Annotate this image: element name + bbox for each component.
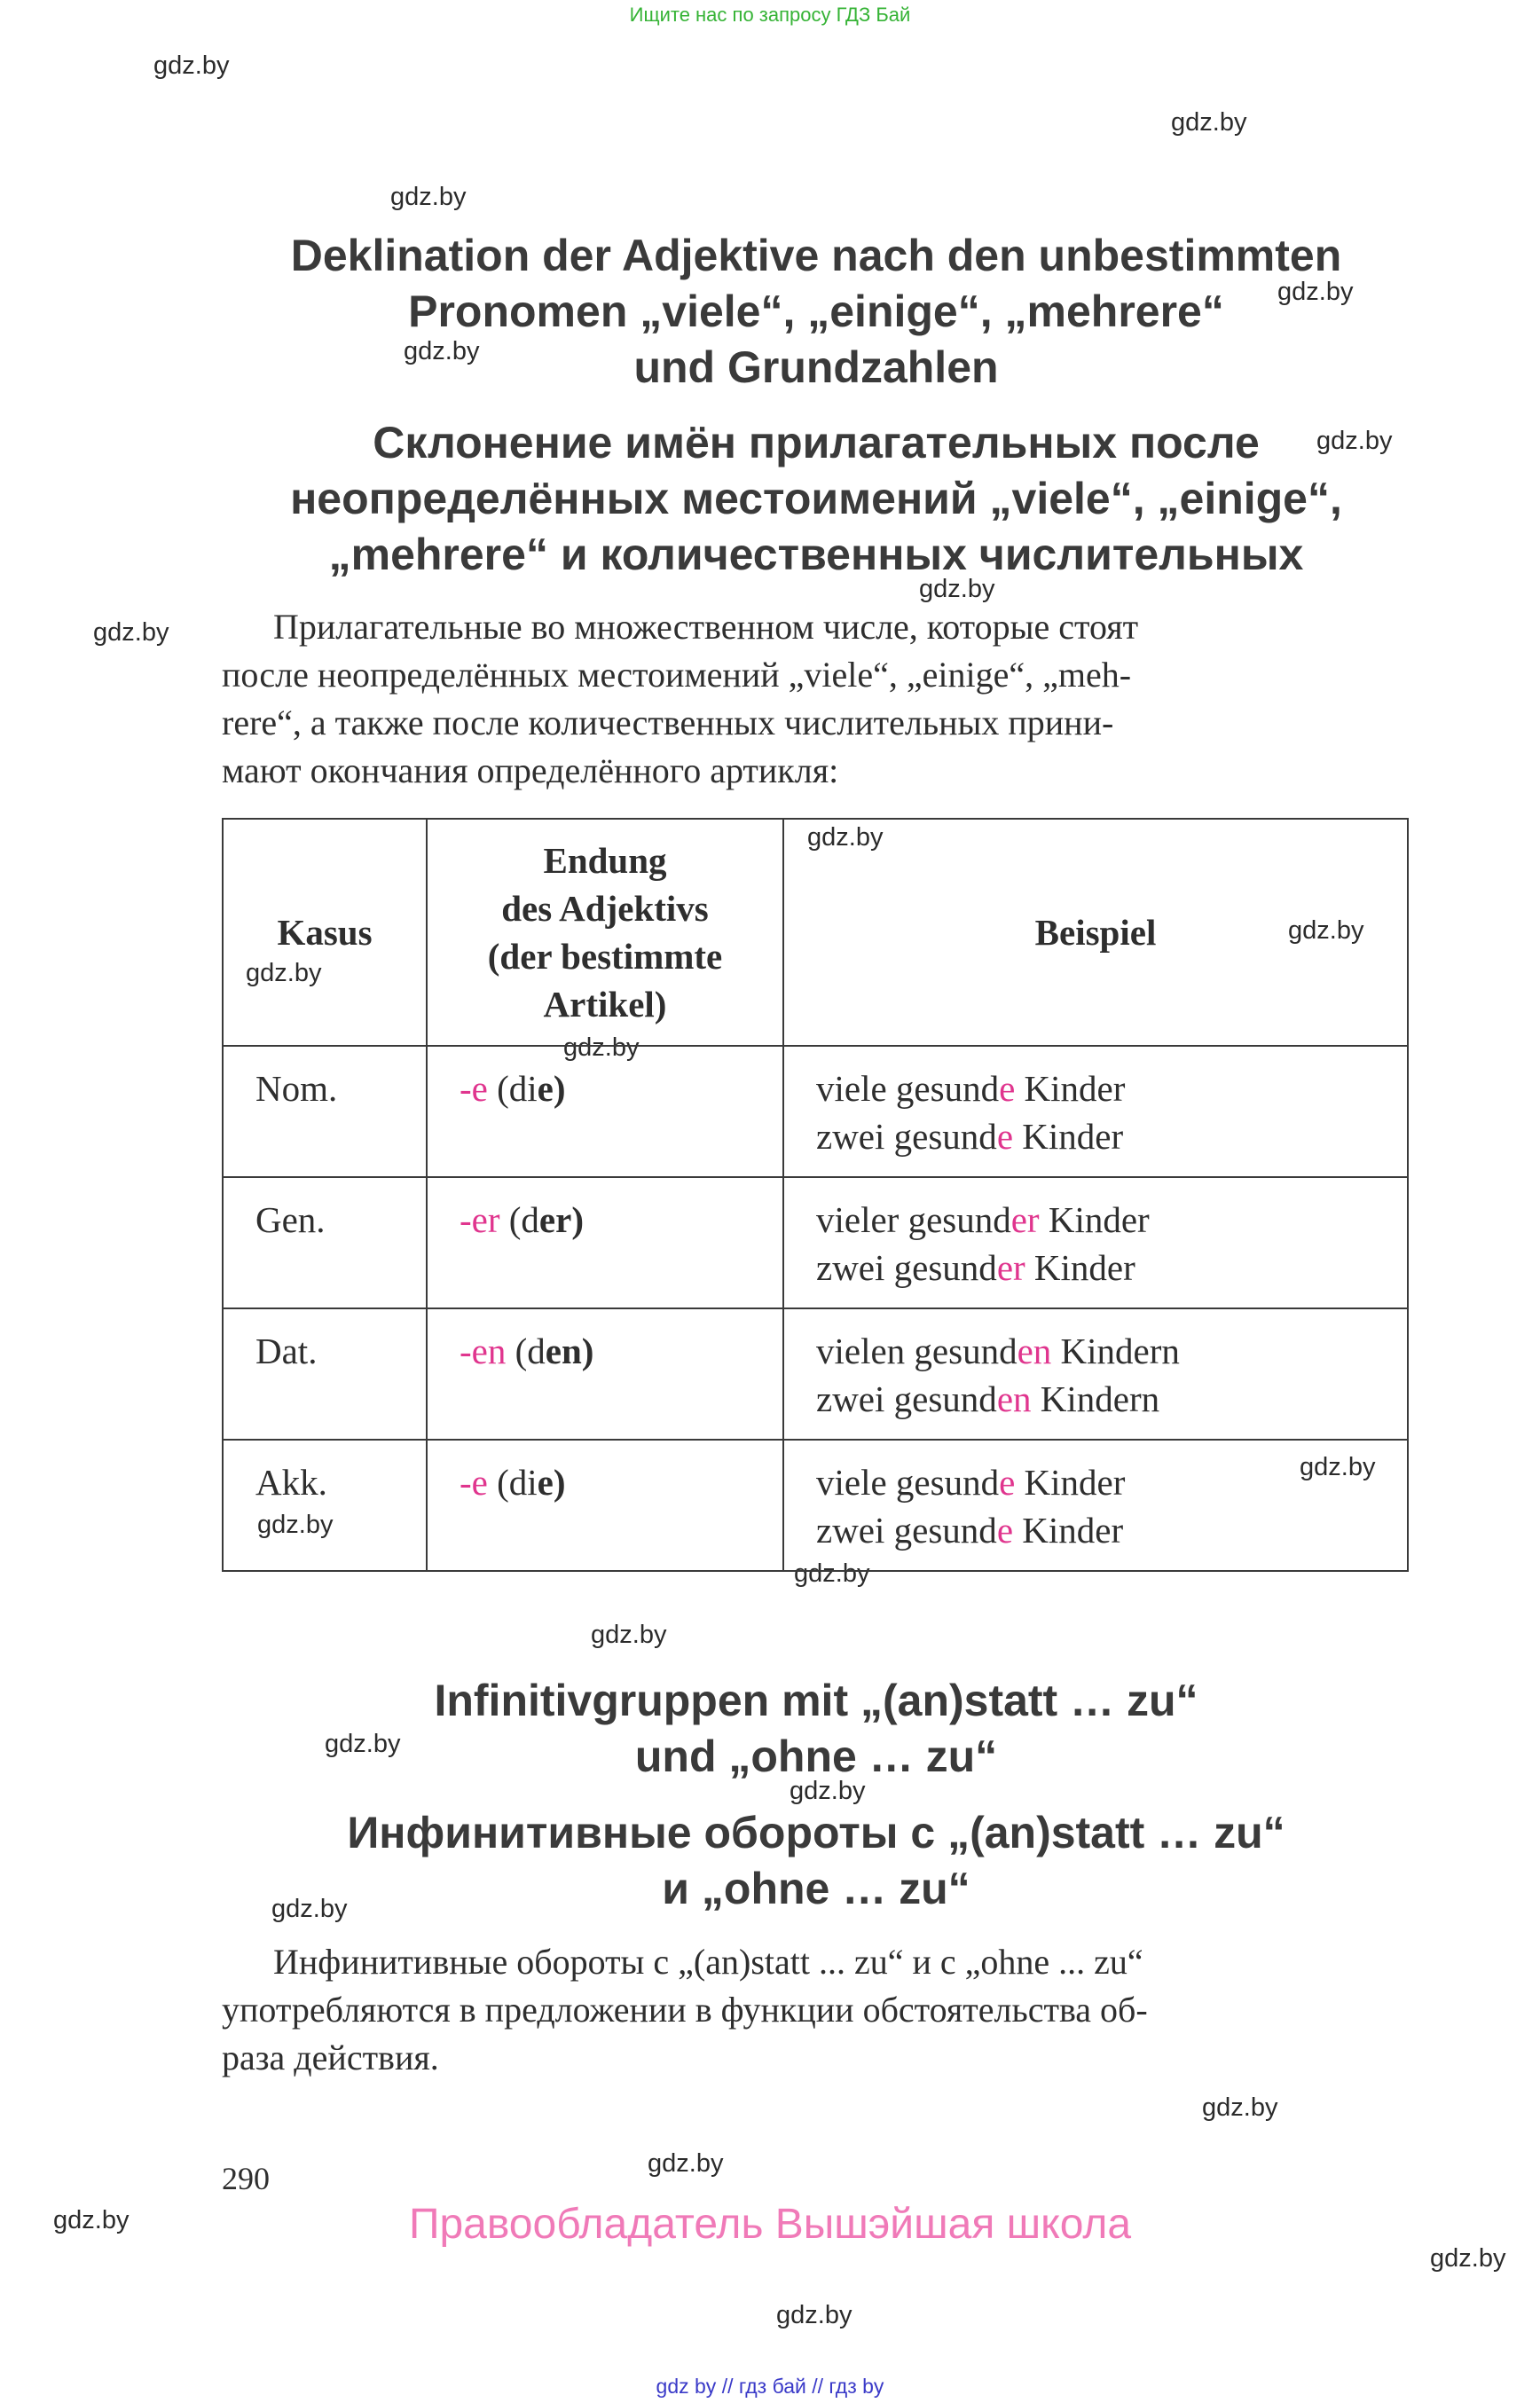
heading-russian-declination: Склонение имён прилагательных после неопределённых местоимений „viele“, „einige“, „mehrere“ и количественных числительных xyxy=(290,418,1342,579)
kasus-cell: Nom. xyxy=(223,1046,427,1177)
example-cell: vieler gesunder Kinder zwei gesunder Kinder xyxy=(783,1177,1408,1308)
table-row xyxy=(223,1177,1408,1308)
ending-cell: -e (die) xyxy=(427,1440,783,1571)
ending-cell: -er (der) xyxy=(427,1177,783,1308)
watermark: gdz.by xyxy=(776,2301,852,2329)
table-row xyxy=(223,1046,1408,1177)
heading-german-declination: Deklination der Adjektive nach den unbestimmten Pronomen „viele“, „einige“, „mehrere“ und Grundzahlen xyxy=(290,231,1342,392)
watermark: gdz.by xyxy=(1202,2093,1278,2122)
example-cell: viele gesunde Kinder zwei gesunde Kinder xyxy=(783,1046,1408,1177)
heading-german-infinitive: Infinitivgruppen mit „(an)statt … zu“ und „ohne … zu“ xyxy=(434,1676,1198,1781)
watermark: gdz.by xyxy=(271,1895,348,1923)
watermark: gdz.by xyxy=(153,51,230,80)
example-cell: vielen gesunden Kindern zwei gesunden Kindern xyxy=(783,1308,1408,1440)
kasus-cell: Gen. xyxy=(223,1177,427,1308)
watermark: gdz.by xyxy=(591,1621,667,1649)
page-number: 290 xyxy=(222,2161,270,2196)
watermark: gdz.by xyxy=(648,2149,724,2178)
kasus-cell: Dat. xyxy=(223,1308,427,1440)
watermark: gdz.by xyxy=(1277,278,1354,306)
watermark: gdz.by xyxy=(563,1033,640,1062)
heading-russian-infinitive: Инфинитивные обороты с „(an)statt … zu“ и „ohne … zu“ xyxy=(347,1808,1285,1913)
kasus-cell: Akk. xyxy=(223,1440,427,1571)
watermark: gdz.by xyxy=(790,1777,866,1805)
watermark: gdz.by xyxy=(794,1559,870,1588)
table-row xyxy=(223,1440,1408,1571)
header-beispiel: Beispiel xyxy=(783,819,1408,1046)
watermark: gdz.by xyxy=(919,575,995,603)
top-banner: Ищите нас по запросу ГДЗ Бай xyxy=(629,4,911,26)
intro-paragraph: Прилагательные во множественном числе, которые стоят после неопределённых местоимений „viele“, „einige“, „meh- rere“, а также после количественных числительных прини- мают окончания определённого артикля: xyxy=(222,607,1139,790)
watermark: gdz.by xyxy=(1171,108,1247,137)
watermark: gdz.by xyxy=(390,183,467,211)
header-kasus: Kasus xyxy=(223,819,427,1046)
watermark: gdz.by xyxy=(1430,2244,1506,2273)
rights-holder: Правообладатель Вышэйшая школа xyxy=(408,2201,1132,2248)
footer-links[interactable]: gdz by // гдз бай // гдз by xyxy=(656,2375,884,2398)
declension-table xyxy=(222,818,1409,1572)
ending-cell: -en (den) xyxy=(427,1308,783,1440)
watermark: gdz.by xyxy=(257,1511,334,1539)
header-endung: Endung des Adjektivs (der bestimmte Artikel) xyxy=(427,819,783,1046)
ending-cell: -e (die) xyxy=(427,1046,783,1177)
table-row xyxy=(223,1308,1408,1440)
watermark: gdz.by xyxy=(53,2206,130,2234)
watermark: gdz.by xyxy=(807,823,884,852)
watermark: gdz.by xyxy=(93,618,169,647)
watermark: gdz.by xyxy=(246,959,322,987)
infinitive-paragraph: Инфинитивные обороты с „(an)statt ... zu“ и с „ohne ... zu“ употребляются в предложении в функции обстоятельства об- раза действия. xyxy=(222,1942,1148,2077)
watermark: gdz.by xyxy=(1288,916,1364,945)
watermark: gdz.by xyxy=(1316,427,1393,455)
watermark: gdz.by xyxy=(325,1730,401,1758)
example-cell: viele gesunde Kinder zwei gesunde Kinder xyxy=(783,1440,1408,1571)
watermark: gdz.by xyxy=(1300,1453,1376,1481)
table-header-row xyxy=(223,819,1408,1046)
watermark: gdz.by xyxy=(404,337,480,365)
